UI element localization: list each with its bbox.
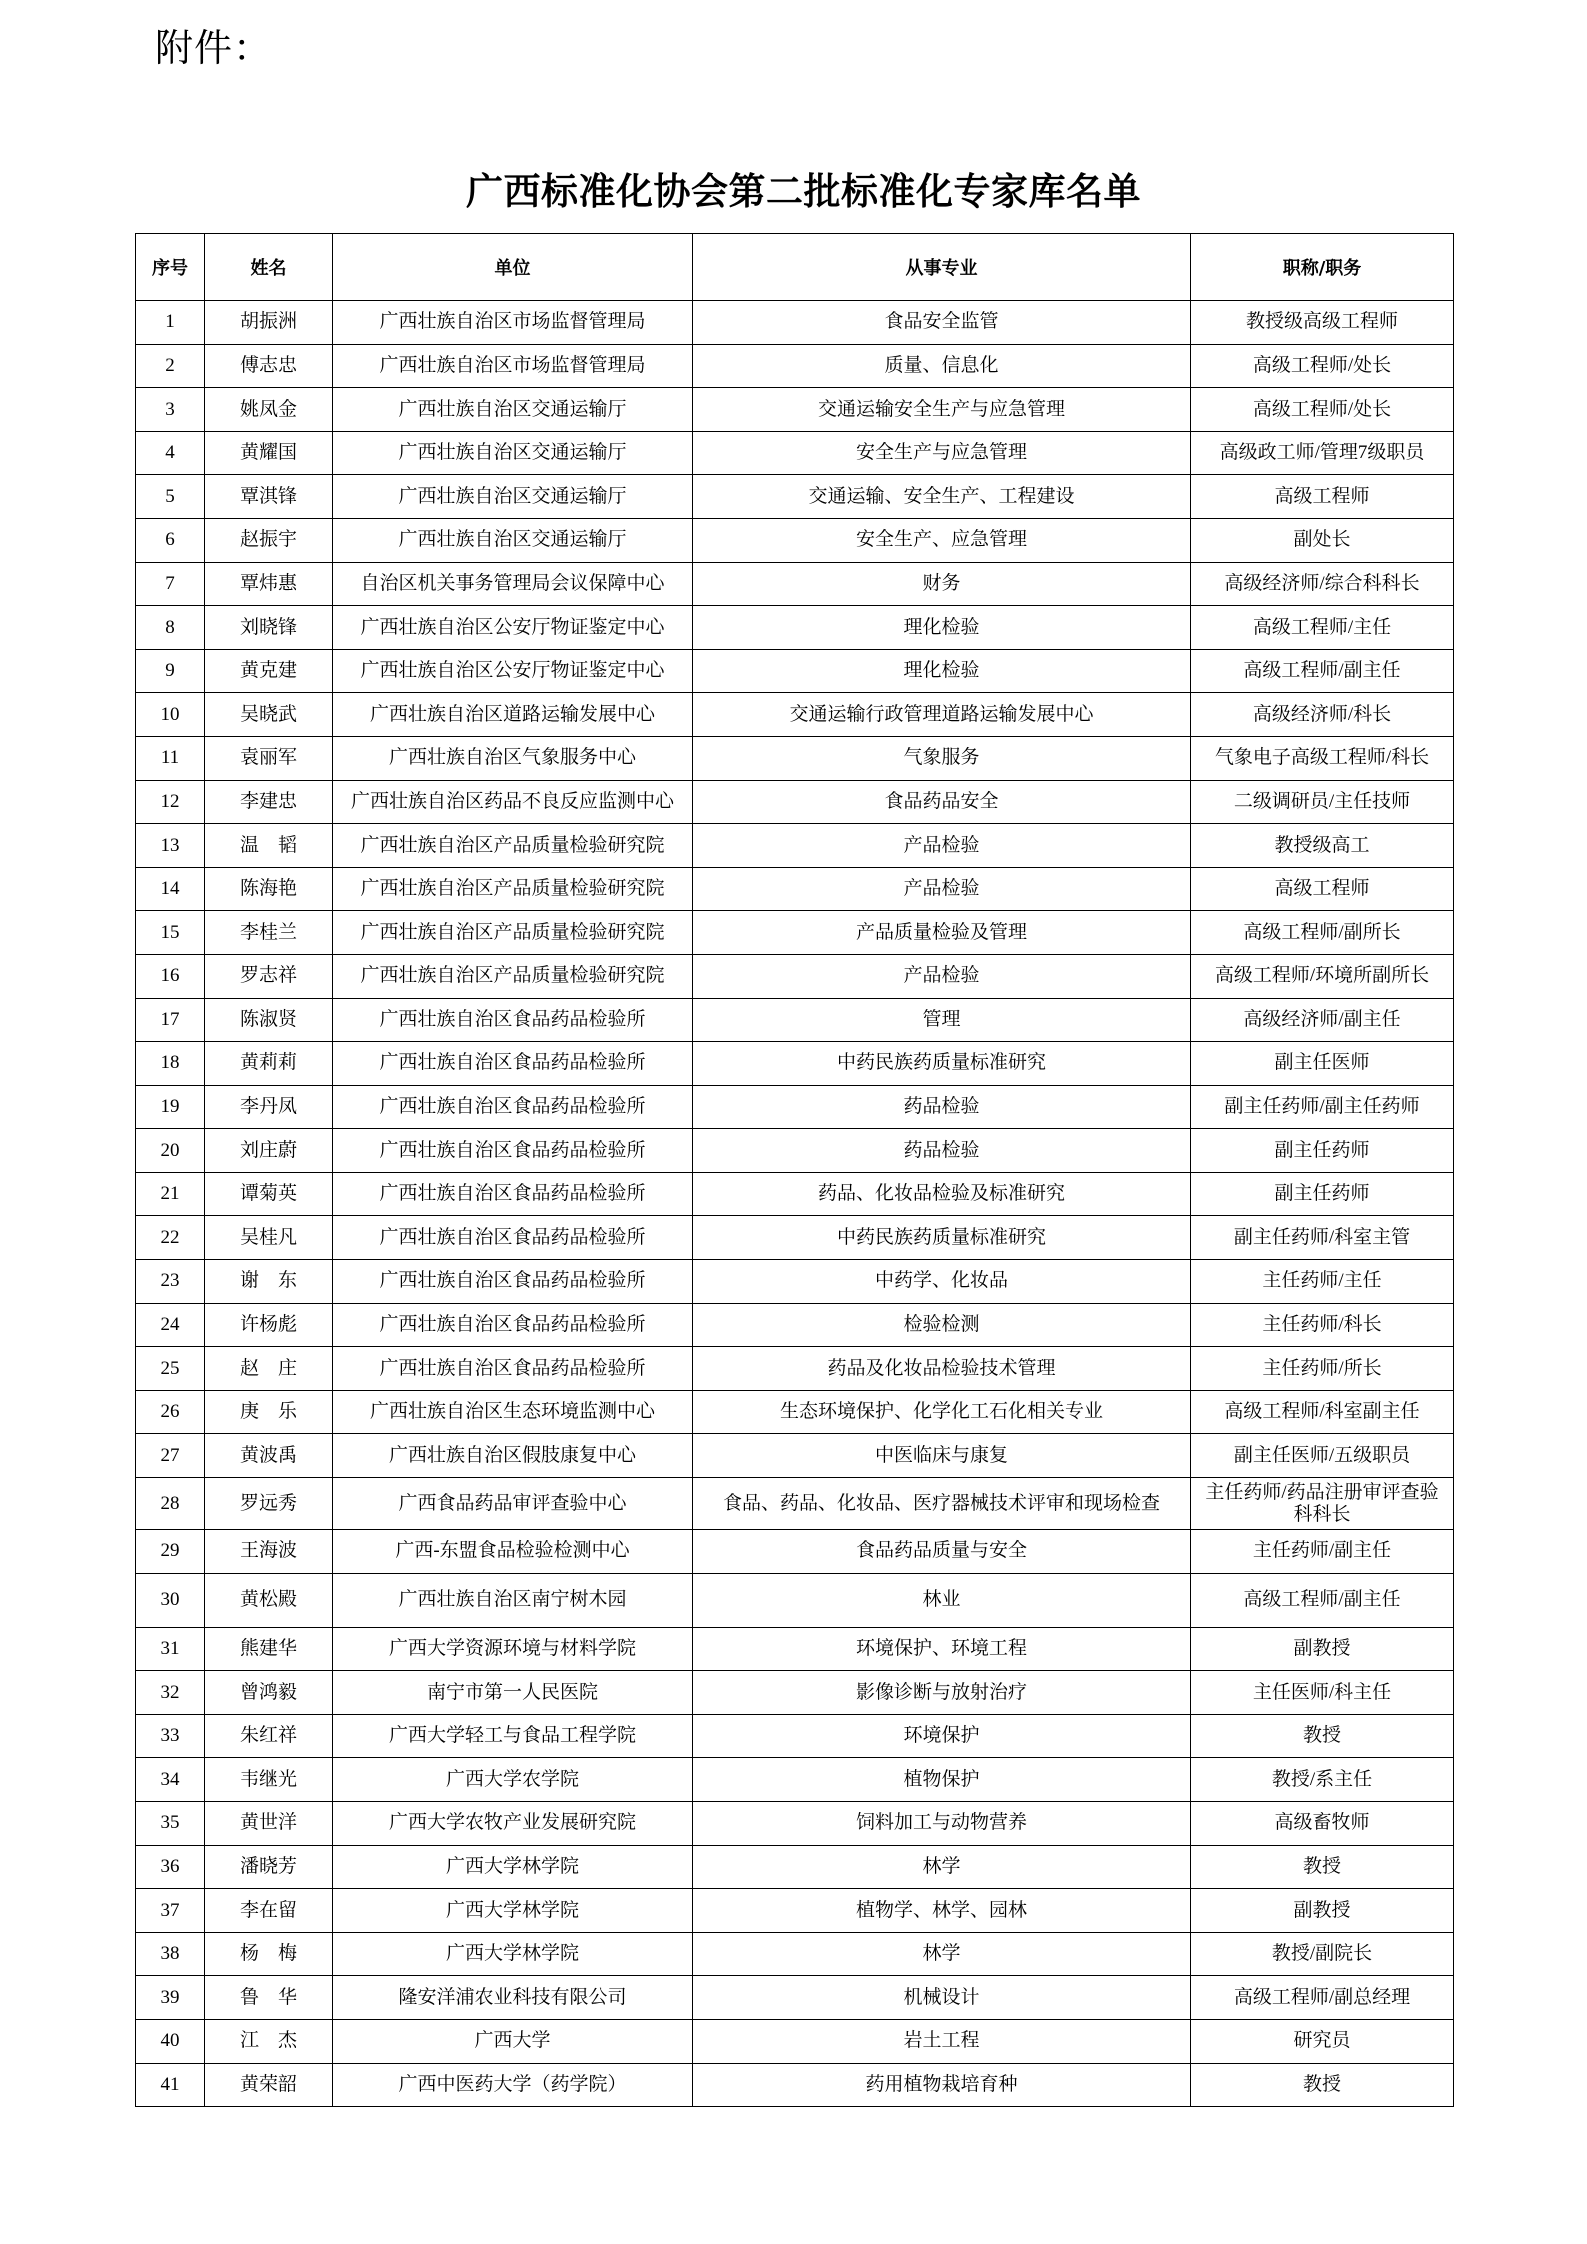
table-row (136, 1627, 1454, 1671)
name-cell: 黄耀国 (205, 431, 333, 475)
table-row (136, 1172, 1454, 1216)
name-cell: 吴晓武 (205, 693, 333, 737)
table-row (136, 606, 1454, 650)
name-cell: 谭菊英 (205, 1172, 333, 1216)
title-cell: 主任药师/所长 (1191, 1347, 1454, 1391)
row-number-cell: 16 (136, 954, 205, 998)
row-number-cell: 28 (136, 1478, 205, 1530)
row-number-cell: 14 (136, 867, 205, 911)
table-row (136, 954, 1454, 998)
specialty-cell: 药品检验 (693, 1085, 1191, 1129)
unit-cell: 广西壮族自治区南宁树木园 (333, 1573, 693, 1627)
name-cell: 赵振宇 (205, 518, 333, 562)
title-cell: 主任药师/主任 (1191, 1260, 1454, 1304)
unit-cell: 广西中医药大学（药学院） (333, 2063, 693, 2107)
row-number-cell: 12 (136, 780, 205, 824)
unit-cell: 广西大学农学院 (333, 1758, 693, 1802)
table-row (136, 693, 1454, 737)
table-row (136, 1216, 1454, 1260)
name-cell: 罗远秀 (205, 1478, 333, 1530)
name-cell: 李丹凤 (205, 1085, 333, 1129)
title-cell: 教授 (1191, 2063, 1454, 2107)
specialty-cell: 交通运输行政管理道路运输发展中心 (693, 693, 1191, 737)
specialty-cell: 影像诊断与放射治疗 (693, 1671, 1191, 1715)
specialty-cell: 理化检验 (693, 649, 1191, 693)
title-cell: 教授/副院长 (1191, 1932, 1454, 1976)
row-number-cell: 34 (136, 1758, 205, 1802)
header-unit: 单位 (333, 234, 693, 301)
name-cell: 黄波禹 (205, 1434, 333, 1478)
title-cell: 高级工程师 (1191, 475, 1454, 519)
table-row (136, 1390, 1454, 1434)
title-cell: 高级经济师/副主任 (1191, 998, 1454, 1042)
row-number-cell: 7 (136, 562, 205, 606)
title-cell: 主任医师/科主任 (1191, 1671, 1454, 1715)
title-cell: 高级工程师/副主任 (1191, 1573, 1454, 1627)
row-number-cell: 30 (136, 1573, 205, 1627)
unit-cell: 广西壮族自治区公安厅物证鉴定中心 (333, 649, 693, 693)
row-number-cell: 33 (136, 1714, 205, 1758)
row-number-cell: 22 (136, 1216, 205, 1260)
specialty-cell: 产品检验 (693, 824, 1191, 868)
row-number-cell: 4 (136, 431, 205, 475)
table-row (136, 1976, 1454, 2020)
name-cell: 刘晓锋 (205, 606, 333, 650)
unit-cell: 自治区机关事务管理局会议保障中心 (333, 562, 693, 606)
row-number-cell: 37 (136, 1889, 205, 1933)
title-cell: 高级工程师/科室副主任 (1191, 1390, 1454, 1434)
name-cell: 陈淑贤 (205, 998, 333, 1042)
specialty-cell: 中药学、化妆品 (693, 1260, 1191, 1304)
table-row (136, 1845, 1454, 1889)
row-number-cell: 18 (136, 1042, 205, 1086)
title-cell: 高级工程师/处长 (1191, 388, 1454, 432)
name-cell: 覃炜惠 (205, 562, 333, 606)
specialty-cell: 检验检测 (693, 1303, 1191, 1347)
table-row (136, 1129, 1454, 1173)
unit-cell: 广西壮族自治区公安厅物证鉴定中心 (333, 606, 693, 650)
name-cell: 胡振洲 (205, 301, 333, 345)
title-cell: 高级工程师/副所长 (1191, 911, 1454, 955)
table-row (136, 780, 1454, 824)
title-cell: 高级工程师/环境所副所长 (1191, 954, 1454, 998)
name-cell: 温 韬 (205, 824, 333, 868)
unit-cell: 广西壮族自治区食品药品检验所 (333, 1216, 693, 1260)
name-cell: 陈海艳 (205, 867, 333, 911)
name-cell: 杨 梅 (205, 1932, 333, 1976)
unit-cell: 广西壮族自治区交通运输厅 (333, 518, 693, 562)
name-cell: 王海波 (205, 1530, 333, 1574)
table-row (136, 649, 1454, 693)
table-row (136, 2063, 1454, 2107)
name-cell: 刘庄蔚 (205, 1129, 333, 1173)
title-cell: 副主任药师/副主任药师 (1191, 1085, 1454, 1129)
name-cell: 熊建华 (205, 1627, 333, 1671)
unit-cell: 广西壮族自治区食品药品检验所 (333, 1172, 693, 1216)
table-row (136, 388, 1454, 432)
row-number-cell: 1 (136, 301, 205, 345)
name-cell: 庚 乐 (205, 1390, 333, 1434)
title-cell: 高级工程师 (1191, 867, 1454, 911)
row-number-cell: 19 (136, 1085, 205, 1129)
unit-cell: 广西壮族自治区气象服务中心 (333, 736, 693, 780)
unit-cell: 广西食品药品审评查验中心 (333, 1478, 693, 1530)
specialty-cell: 药品及化妆品检验技术管理 (693, 1347, 1191, 1391)
specialty-cell: 产品质量检验及管理 (693, 911, 1191, 955)
table-row (136, 1802, 1454, 1846)
title-cell: 二级调研员/主任技师 (1191, 780, 1454, 824)
row-number-cell: 8 (136, 606, 205, 650)
name-cell: 袁丽军 (205, 736, 333, 780)
specialty-cell: 安全生产、应急管理 (693, 518, 1191, 562)
specialty-cell: 中医临床与康复 (693, 1434, 1191, 1478)
unit-cell: 广西壮族自治区药品不良反应监测中心 (333, 780, 693, 824)
row-number-cell: 29 (136, 1530, 205, 1574)
specialty-cell: 食品药品安全 (693, 780, 1191, 824)
specialty-cell: 产品检验 (693, 954, 1191, 998)
row-number-cell: 32 (136, 1671, 205, 1715)
unit-cell: 广西大学林学院 (333, 1845, 693, 1889)
specialty-cell: 林学 (693, 1932, 1191, 1976)
specialty-cell: 生态环境保护、化学化工石化相关专业 (693, 1390, 1191, 1434)
row-number-cell: 9 (136, 649, 205, 693)
specialty-cell: 气象服务 (693, 736, 1191, 780)
title-cell: 教授级高工 (1191, 824, 1454, 868)
table-row (136, 518, 1454, 562)
unit-cell: 广西大学 (333, 2019, 693, 2063)
title-cell: 副主任药师 (1191, 1172, 1454, 1216)
specialty-cell: 环境保护 (693, 1714, 1191, 1758)
specialty-cell: 交通运输、安全生产、工程建设 (693, 475, 1191, 519)
unit-cell: 广西大学林学院 (333, 1889, 693, 1933)
unit-cell: 广西壮族自治区食品药品检验所 (333, 1129, 693, 1173)
title-cell: 副主任药师/科室主管 (1191, 1216, 1454, 1260)
unit-cell: 广西壮族自治区交通运输厅 (333, 475, 693, 519)
name-cell: 黄松殿 (205, 1573, 333, 1627)
specialty-cell: 岩土工程 (693, 2019, 1191, 2063)
unit-cell: 广西壮族自治区食品药品检验所 (333, 1303, 693, 1347)
specialty-cell: 食品、药品、化妆品、医疗器械技术评审和现场检查 (693, 1478, 1191, 1530)
row-number-cell: 2 (136, 344, 205, 388)
specialty-cell: 食品药品质量与安全 (693, 1530, 1191, 1574)
table-row (136, 1932, 1454, 1976)
table-row (136, 1758, 1454, 1802)
title-cell: 研究员 (1191, 2019, 1454, 2063)
title-cell: 主任药师/科长 (1191, 1303, 1454, 1347)
header-name: 姓名 (205, 234, 333, 301)
name-cell: 朱红祥 (205, 1714, 333, 1758)
row-number-cell: 15 (136, 911, 205, 955)
title-cell: 高级经济师/综合科科长 (1191, 562, 1454, 606)
unit-cell: 广西壮族自治区食品药品检验所 (333, 1042, 693, 1086)
header-title: 职称/职务 (1191, 234, 1454, 301)
table-row (136, 1042, 1454, 1086)
title-cell: 副主任药师 (1191, 1129, 1454, 1173)
title-cell: 高级工程师/主任 (1191, 606, 1454, 650)
title-cell: 主任药师/药品注册审评查验科科长 (1191, 1478, 1454, 1530)
unit-cell: 广西壮族自治区食品药品检验所 (333, 998, 693, 1042)
unit-cell: 广西壮族自治区食品药品检验所 (333, 1085, 693, 1129)
expert-roster-table (135, 233, 1454, 2107)
unit-cell: 隆安洋浦农业科技有限公司 (333, 1976, 693, 2020)
unit-cell: 广西壮族自治区道路运输发展中心 (333, 693, 693, 737)
name-cell: 李桂兰 (205, 911, 333, 955)
specialty-cell: 药品、化妆品检验及标准研究 (693, 1172, 1191, 1216)
name-cell: 黄克建 (205, 649, 333, 693)
row-number-cell: 17 (136, 998, 205, 1042)
title-cell: 高级工程师/副总经理 (1191, 1976, 1454, 2020)
table-header (136, 234, 1454, 301)
specialty-cell: 产品检验 (693, 867, 1191, 911)
title-cell: 高级政工师/管理7级职员 (1191, 431, 1454, 475)
name-cell: 覃淇锋 (205, 475, 333, 519)
unit-cell: 广西-东盟食品检验检测中心 (333, 1530, 693, 1574)
row-number-cell: 27 (136, 1434, 205, 1478)
table-row (136, 911, 1454, 955)
header-row (136, 234, 1454, 301)
name-cell: 曾鸿毅 (205, 1671, 333, 1715)
row-number-cell: 5 (136, 475, 205, 519)
table-row (136, 1573, 1454, 1627)
table-row (136, 824, 1454, 868)
name-cell: 韦继光 (205, 1758, 333, 1802)
row-number-cell: 41 (136, 2063, 205, 2107)
row-number-cell: 39 (136, 1976, 205, 2020)
row-number-cell: 23 (136, 1260, 205, 1304)
specialty-cell: 环境保护、环境工程 (693, 1627, 1191, 1671)
specialty-cell: 林业 (693, 1573, 1191, 1627)
specialty-cell: 安全生产与应急管理 (693, 431, 1191, 475)
specialty-cell: 植物学、林学、园林 (693, 1889, 1191, 1933)
title-cell: 教授 (1191, 1714, 1454, 1758)
row-number-cell: 26 (136, 1390, 205, 1434)
document-title: 广西标准化协会第二批标准化专家库名单 (466, 169, 1141, 213)
specialty-cell: 质量、信息化 (693, 344, 1191, 388)
unit-cell: 广西大学林学院 (333, 1932, 693, 1976)
title-cell: 高级工程师/副主任 (1191, 649, 1454, 693)
table-row (136, 1530, 1454, 1574)
table-row (136, 1347, 1454, 1391)
specialty-cell: 中药民族药质量标准研究 (693, 1216, 1191, 1260)
name-cell: 黄莉莉 (205, 1042, 333, 1086)
unit-cell: 广西壮族自治区市场监督管理局 (333, 344, 693, 388)
unit-cell: 广西壮族自治区产品质量检验研究院 (333, 867, 693, 911)
title-cell: 副处长 (1191, 518, 1454, 562)
name-cell: 赵 庄 (205, 1347, 333, 1391)
title-cell: 高级经济师/科长 (1191, 693, 1454, 737)
title-cell: 副主任医师/五级职员 (1191, 1434, 1454, 1478)
name-cell: 潘晓芳 (205, 1845, 333, 1889)
table-row (136, 1434, 1454, 1478)
unit-cell: 广西大学农牧产业发展研究院 (333, 1802, 693, 1846)
unit-cell: 广西壮族自治区市场监督管理局 (333, 301, 693, 345)
unit-cell: 广西壮族自治区产品质量检验研究院 (333, 954, 693, 998)
title-cell: 教授级高级工程师 (1191, 301, 1454, 345)
specialty-cell: 中药民族药质量标准研究 (693, 1042, 1191, 1086)
unit-cell: 广西壮族自治区产品质量检验研究院 (333, 911, 693, 955)
name-cell: 江 杰 (205, 2019, 333, 2063)
name-cell: 谢 东 (205, 1260, 333, 1304)
row-number-cell: 31 (136, 1627, 205, 1671)
row-number-cell: 25 (136, 1347, 205, 1391)
specialty-cell: 财务 (693, 562, 1191, 606)
header-number: 序号 (136, 234, 205, 301)
table-row (136, 562, 1454, 606)
title-cell: 气象电子高级工程师/科长 (1191, 736, 1454, 780)
name-cell: 傅志忠 (205, 344, 333, 388)
table-row (136, 998, 1454, 1042)
name-cell: 罗志祥 (205, 954, 333, 998)
specialty-cell: 饲料加工与动物营养 (693, 1802, 1191, 1846)
header-specialty: 从事专业 (693, 234, 1191, 301)
table-row (136, 301, 1454, 345)
title-cell: 高级畜牧师 (1191, 1802, 1454, 1846)
specialty-cell: 药品检验 (693, 1129, 1191, 1173)
specialty-cell: 药用植物栽培育种 (693, 2063, 1191, 2107)
attachment-label: 附件： (155, 26, 273, 70)
row-number-cell: 13 (136, 824, 205, 868)
name-cell: 李建忠 (205, 780, 333, 824)
table-row (136, 431, 1454, 475)
name-cell: 姚凤金 (205, 388, 333, 432)
row-number-cell: 11 (136, 736, 205, 780)
title-cell: 副教授 (1191, 1889, 1454, 1933)
row-number-cell: 20 (136, 1129, 205, 1173)
row-number-cell: 6 (136, 518, 205, 562)
table-row (136, 1889, 1454, 1933)
specialty-cell: 管理 (693, 998, 1191, 1042)
specialty-cell: 食品安全监管 (693, 301, 1191, 345)
title-cell: 副主任医师 (1191, 1042, 1454, 1086)
title-cell: 高级工程师/处长 (1191, 344, 1454, 388)
table-body (136, 301, 1454, 2107)
row-number-cell: 38 (136, 1932, 205, 1976)
name-cell: 黄世洋 (205, 1802, 333, 1846)
unit-cell: 广西壮族自治区假肢康复中心 (333, 1434, 693, 1478)
title-cell: 副教授 (1191, 1627, 1454, 1671)
specialty-cell: 植物保护 (693, 1758, 1191, 1802)
table-row (136, 1260, 1454, 1304)
unit-cell: 南宁市第一人民医院 (333, 1671, 693, 1715)
row-number-cell: 36 (136, 1845, 205, 1889)
title-cell: 教授/系主任 (1191, 1758, 1454, 1802)
unit-cell: 广西壮族自治区食品药品检验所 (333, 1347, 693, 1391)
row-number-cell: 3 (136, 388, 205, 432)
title-cell: 主任药师/副主任 (1191, 1530, 1454, 1574)
name-cell: 鲁 华 (205, 1976, 333, 2020)
row-number-cell: 24 (136, 1303, 205, 1347)
unit-cell: 广西大学轻工与食品工程学院 (333, 1714, 693, 1758)
table-row (136, 1478, 1454, 1530)
name-cell: 许杨彪 (205, 1303, 333, 1347)
unit-cell: 广西壮族自治区交通运输厅 (333, 431, 693, 475)
table-row (136, 736, 1454, 780)
row-number-cell: 35 (136, 1802, 205, 1846)
specialty-cell: 机械设计 (693, 1976, 1191, 2020)
table-row (136, 1303, 1454, 1347)
unit-cell: 广西壮族自治区食品药品检验所 (333, 1260, 693, 1304)
name-cell: 吴桂凡 (205, 1216, 333, 1260)
title-cell: 教授 (1191, 1845, 1454, 1889)
name-cell: 黄荣韶 (205, 2063, 333, 2107)
table-row (136, 475, 1454, 519)
specialty-cell: 林学 (693, 1845, 1191, 1889)
table-row (136, 1714, 1454, 1758)
name-cell: 李在留 (205, 1889, 333, 1933)
table-row (136, 1085, 1454, 1129)
row-number-cell: 10 (136, 693, 205, 737)
unit-cell: 广西壮族自治区生态环境监测中心 (333, 1390, 693, 1434)
unit-cell: 广西大学资源环境与材料学院 (333, 1627, 693, 1671)
row-number-cell: 21 (136, 1172, 205, 1216)
table-row (136, 2019, 1454, 2063)
specialty-cell: 理化检验 (693, 606, 1191, 650)
row-number-cell: 40 (136, 2019, 205, 2063)
table-row (136, 344, 1454, 388)
table-row (136, 1671, 1454, 1715)
specialty-cell: 交通运输安全生产与应急管理 (693, 388, 1191, 432)
unit-cell: 广西壮族自治区交通运输厅 (333, 388, 693, 432)
table-row (136, 867, 1454, 911)
unit-cell: 广西壮族自治区产品质量检验研究院 (333, 824, 693, 868)
